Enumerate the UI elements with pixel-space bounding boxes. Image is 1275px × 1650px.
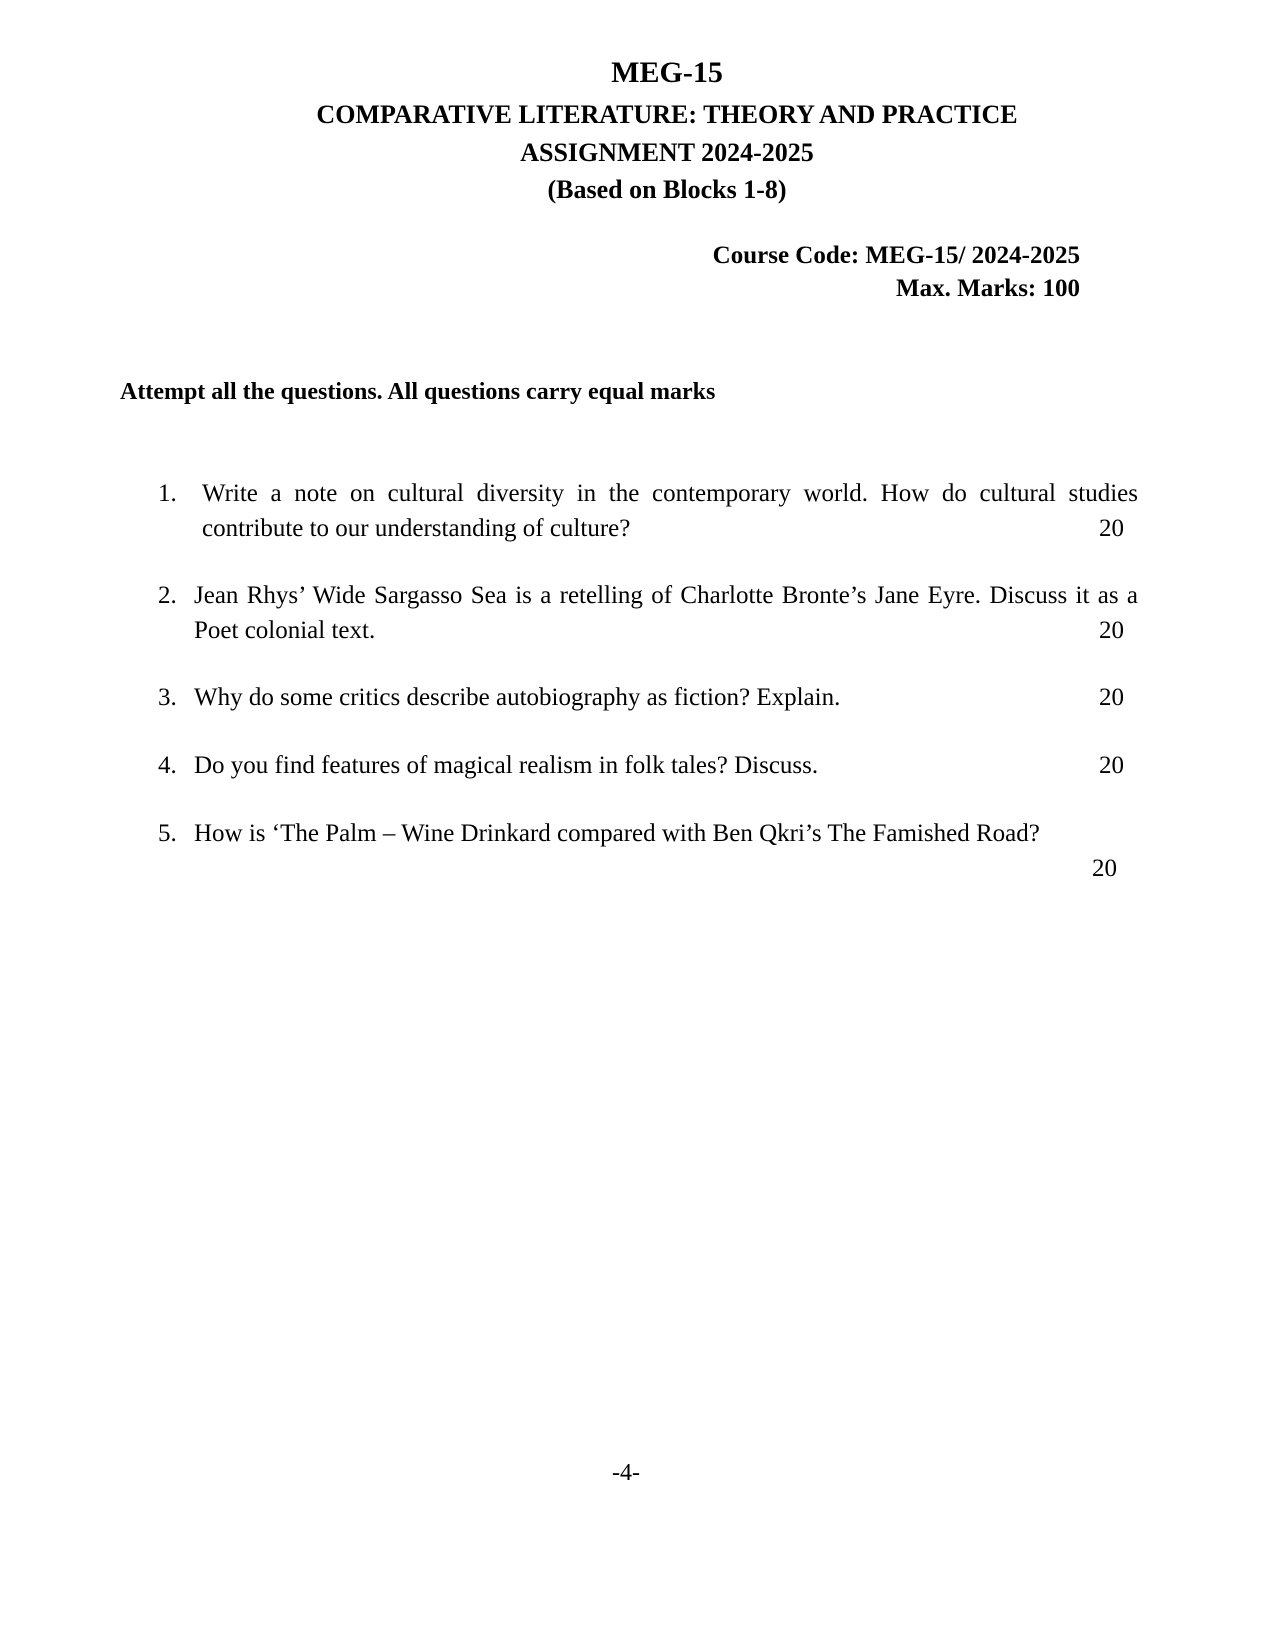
question-number: 4. [158, 752, 177, 779]
question-text: Jean Rhys’ Wide Sargasso Sea is a retelling of Charlotte Bronte’s Jane Eyre. Discuss it as a Poet colonial text. [194, 582, 1138, 644]
question-text: How is ‘The Palm – Wine Drinkard compared with Ben Qkri’s The Famished Road? [194, 820, 1040, 847]
question-text: Write a note on cultural diversity in the contemporary world. How do cultural studies contribute to our understanding of culture? [202, 480, 1138, 542]
question-item [158, 680, 1138, 715]
question-marks: 20 [1099, 752, 1124, 779]
blocks-subheading: (Based on Blocks 1-8) [547, 175, 787, 204]
question-text: Do you find features of magical realism in folk tales? Discuss. [194, 752, 819, 779]
max-marks-line: Max. Marks: 100 [896, 275, 1080, 302]
question-number: 3. [158, 684, 177, 711]
question-item [158, 476, 1138, 546]
question-marks: 20 [1092, 855, 1117, 882]
course-code-heading: MEG-15 [611, 56, 723, 89]
question-marks: 20 [1099, 515, 1124, 542]
question-marks: 20 [1099, 617, 1124, 644]
question-number: 2. [158, 582, 177, 609]
question-text: Why do some critics describe autobiography as fiction? Explain. [194, 684, 841, 711]
question-number: 1. [158, 480, 177, 507]
question-item [158, 816, 1138, 882]
question-number: 5. [158, 820, 177, 847]
assignment-heading: ASSIGNMENT 2024-2025 [520, 138, 814, 167]
course-title-heading: COMPARATIVE LITERATURE: THEORY AND PRACTICE [316, 100, 1018, 129]
question-item [158, 578, 1138, 648]
page-number: -4- [612, 1460, 640, 1486]
question-marks: 20 [1099, 684, 1124, 711]
course-code-line: Course Code: MEG-15/ 2024-2025 [712, 242, 1080, 269]
instructions: Attempt all the questions. All questions carry equal marks [120, 379, 716, 405]
question-item [158, 748, 1138, 783]
